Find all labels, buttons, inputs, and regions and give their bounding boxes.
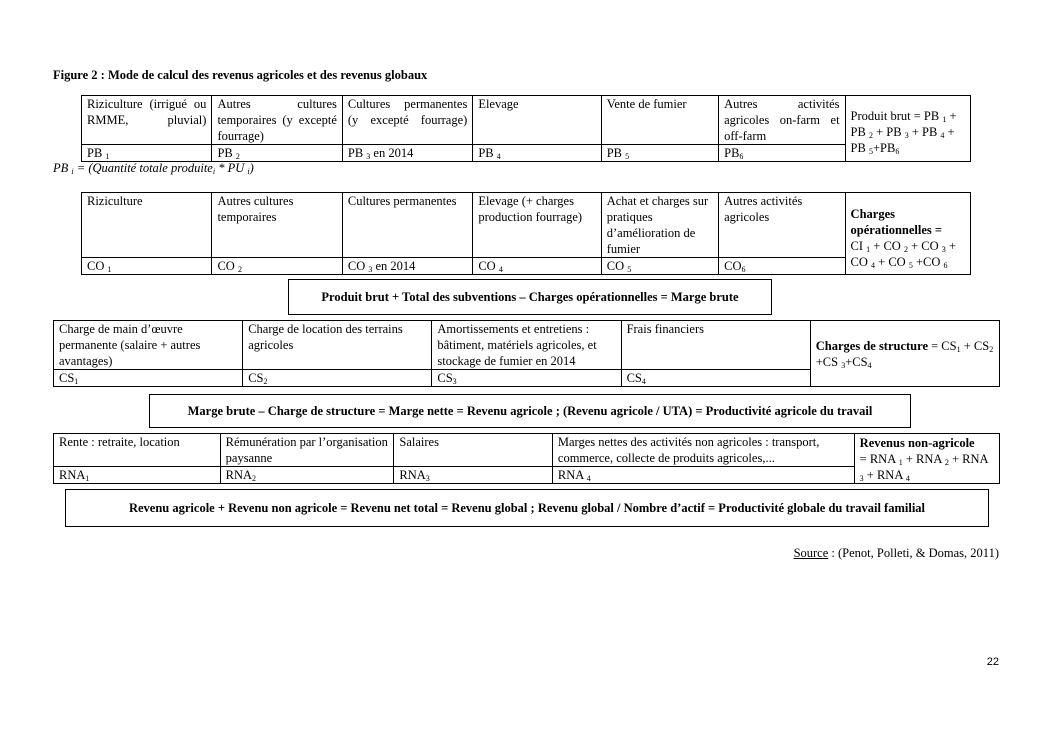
pb-header-2: Autres cultures temporaires (y excepté fourrage) (212, 96, 342, 145)
co-code-1: CO $_1$ (82, 258, 212, 275)
co-code-2: CO $_2$ (212, 258, 342, 275)
source-label: Source (793, 546, 829, 560)
pb-code-1: PB $_1$ (82, 145, 212, 162)
rna-header-4: Marges nettes des activités non agricoles : transport, commerce, collecte de produits agricoles,... (552, 434, 854, 467)
pb-code-2: PB $_2$ (212, 145, 342, 162)
co-code-6: $CO_6$ (719, 258, 845, 275)
rna-code-3: $RNA_3$ (394, 467, 553, 484)
pb-code-4: PB $_4$ (473, 145, 601, 162)
cs-header-3: Amortissements et entretiens : bâtiment, matériels agricoles, et stockage de fumier en 2014 (432, 321, 621, 370)
rna-header-1: Rente : retraite, location (54, 434, 221, 467)
pb-header-1: Riziculture (irrigué ou RMME, pluvial) (82, 96, 212, 145)
pb-header-3: Cultures permanentes (y excepté fourrage) (342, 96, 472, 145)
charges-structure-table (53, 320, 1000, 387)
marge-nette-equation: Marge brute – Charge de structure = Marge nette = Revenu agricole ; (Revenu agricole / UTA) = Productivité agricole du travail (149, 394, 911, 428)
rna-code-1: $RNA_1$ (54, 467, 221, 484)
rna-code-4: RNA $_4$ (552, 467, 854, 484)
revenu-global-equation: Revenu agricole + Revenu non agricole = Revenu net total = Revenu global ; Revenu global / Nombre d’actif = Productivité globale du travail familial (65, 489, 989, 527)
co-header-4: Elevage (+ charges production fourrage) (473, 193, 601, 258)
revenus-non-agricoles-table (53, 433, 1000, 484)
rna-header-3: Salaires (394, 434, 553, 467)
marge-brute-equation: Produit brut + Total des subventions – Charges opérationnelles = Marge brute (288, 279, 772, 315)
cs-header-2: Charge de location des terrains agricoles (243, 321, 432, 370)
source-text: : (Penot, Polleti, & Domas, 2011) (828, 546, 999, 560)
charges-operationnelles-table (81, 192, 971, 275)
pb-code-5: PB $_5$ (601, 145, 718, 162)
pb-header-5: Vente de fumier (601, 96, 718, 145)
page-number: 22 (986, 656, 999, 668)
cs-header-1: Charge de main d’œuvre permanente (salaire + autres avantages) (54, 321, 243, 370)
co-header-1: Riziculture (82, 193, 212, 258)
co-header-2: Autres cultures temporaires (212, 193, 342, 258)
co-code-5: CO $_5$ (601, 258, 718, 275)
cs-code-2: $CS_2$ (243, 370, 432, 387)
pb-code-3: PB $_3$ en 2014 (342, 145, 472, 162)
cs-code-1: $CS_1$ (54, 370, 243, 387)
co-header-6: Autres activités agricoles (719, 193, 845, 258)
rna-code-2: $RNA_2$ (220, 467, 394, 484)
produit-brut-table (81, 95, 971, 162)
pb-summary: Produit brut = PB $_1$ + PB $_2$ + PB $_3$ + PB $_4$ + PB $_5+PB_6$ (845, 96, 970, 162)
pb-header-6: Autres activités agricoles on-farm et off-farm (719, 96, 845, 145)
cs-summary: Charges de structure = $CS_1 + CS_2 +CS$ $_3+CS_4$ (810, 321, 999, 387)
rna-summary: Revenus non-agricole = RNA $_1$ + RNA $_2$ + RNA $_3$ + RNA $_4$ (854, 434, 999, 484)
co-summary: Charges opérationnelles = CI $_1$ + CO $_2$ + CO $_3$ + CO $_4$ + CO $_5$ +CO $_6$ (845, 193, 970, 275)
co-header-5: Achat et charges sur pratiques d’amélioration de fumier (601, 193, 718, 258)
cs-header-4: Frais financiers (621, 321, 810, 370)
cs-code-4: $CS_4$ (621, 370, 810, 387)
pb-code-6: $PB_6$ (719, 145, 845, 162)
source-citation (794, 546, 999, 561)
figure-title: Figure 2 : Mode de calcul des revenus agricoles et des revenus globaux (53, 68, 428, 82)
cs-code-3: $CS_3$ (432, 370, 621, 387)
pb-header-4: Elevage (473, 96, 601, 145)
co-code-4: CO $_4$ (473, 258, 601, 275)
co-header-3: Cultures permanentes (342, 193, 472, 258)
rna-header-2: Rémunération par l’organisation paysanne (220, 434, 394, 467)
pb-formula: PB $_i$ = (Quantité totale produite$_i$ * PU $_i$) (53, 161, 254, 176)
co-code-3: CO $_3$ en 2014 (342, 258, 472, 275)
